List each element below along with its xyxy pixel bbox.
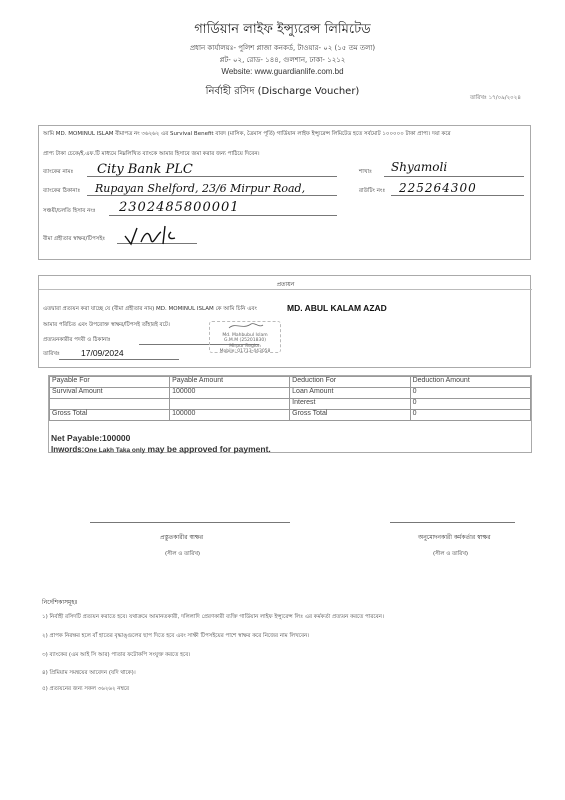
header-payable-amount: Payable Amount — [170, 377, 290, 388]
declaration-line-1: আমি MD. MOMINUL ISLAM বীমাপত্র নং ৩৬২৬২ এর Survival Benefit বাবদ (মাসিক, ত্রৈমাস পূর্তি) গার্ডিয়ান লাইফ ইন্স্যুরেন্স লিমিটেড হতে সর্বমোট ১০০০০০ টাকা প্রাপ্য। দয়া করে — [43, 131, 451, 137]
stamp-name: Md. Mahbubul Islam — [222, 332, 268, 338]
amounts-box — [48, 375, 532, 453]
table-cell: 0 — [410, 410, 530, 421]
net-payable: Net Payable:100000 — [51, 433, 131, 443]
bank-name-label: ব্যাংকের নামঃ — [43, 169, 74, 175]
signature-label: বীমা গ্রহীতার স্বাক্ষর/টিপসইঃ — [43, 236, 106, 242]
voucher-title: নির্বাহী রসিদ (Discharge Voucher) — [205, 86, 360, 97]
inwords-label: Inwords: — [51, 445, 85, 454]
branch-label: শাখাঃ — [359, 169, 372, 175]
company-name: গার্ডিয়ান লাইফ ইন্স্যুরেন্স লিমিটেড — [194, 22, 371, 37]
routing-value: 225264300 — [399, 181, 477, 195]
instruction-item: ১) নির্বাহী রসিদটি প্রত্যয়ন করাতে হবে। যথাক্রমে আমানতকারী, দলিলাদি প্রেরণকারী ব্যক্তি গার্ডিয়ান লাইফ ইন্স্যুরেন্স লিঃ এর কর্মকর্তা প্রত্যয়ন করতে পারবেন। — [42, 614, 384, 620]
certification-line-2: আমার পরিচিত এবং উপরোক্ত স্বাক্ষর/টিপসই তাঁহারই বটে। — [43, 322, 170, 328]
table-row — [50, 388, 531, 399]
approver-signature-line — [390, 522, 515, 523]
amount-in-words — [51, 444, 271, 454]
table-row — [50, 410, 531, 421]
preparer-seal-date: (সীল ও তারিখ) — [165, 551, 201, 557]
stamp-line-3: Mirpur Region — [229, 343, 261, 349]
officer-stamp — [209, 321, 281, 353]
certification-date-value: 17/09/2024 — [81, 348, 124, 358]
amounts-header-row — [50, 377, 531, 388]
preparer-signature-label: প্রস্তুতকারীর স্বাক্ষর — [160, 534, 204, 541]
voucher-date: তারিখঃ ১৭/০৯/২০২৪ — [470, 95, 521, 101]
company-address-line-1: প্রধান কার্যালয়ঃ- পুলিশ প্লাজা কনকর্ড, টাওয়ার- ০২ (১৫ তম তলা) — [189, 44, 376, 52]
table-row — [50, 399, 531, 410]
bank-name-value: City Bank PLC — [97, 162, 193, 177]
certification-date-label: তারিখঃ — [43, 351, 60, 357]
company-website: Website: www.guardianlife.com.bd — [221, 67, 344, 76]
instruction-item: ৩) ব্যাংকের (এম আই সি আর) পাতার ফটোকপি সংযুক্ত করতে হবে। — [42, 652, 191, 658]
account-line — [109, 215, 337, 216]
branch-line — [384, 176, 524, 177]
table-cell: 100000 — [170, 410, 290, 421]
bank-address-value: Rupayan Shelford, 23/6 Mirpur Road, — [95, 182, 306, 195]
table-cell: Loan Amount — [290, 388, 410, 399]
certification-date-line — [59, 359, 179, 360]
approval-note: may be approved for payment. — [147, 444, 271, 454]
preparer-signature-line — [90, 522, 290, 523]
declaration-line-2: প্রাপ্য টাকা চেকে/ই.এফ.টি মাধ্যমে নিম্নলিখিত ব্যাংকে আমার হিসাবে জমা করার জন্য পাঠিয়ে দিবেন। — [43, 151, 260, 157]
table-cell — [170, 399, 290, 410]
approver-signature-label: অনুমোদনকারী কর্মকর্তার স্বাক্ষর — [418, 534, 491, 541]
verifier-name: MD. ABUL KALAM AZAD — [287, 303, 387, 313]
table-cell: 100000 — [170, 388, 290, 399]
company-address-line-2: প্লট- ০২, রোড- ১৪৪, গুলশান, ঢাকা- ১২১২ — [219, 56, 346, 64]
amounts-table — [49, 376, 531, 421]
approver-seal-date: (সীল ও তারিখ) — [433, 551, 469, 557]
table-cell: Gross Total — [50, 410, 170, 421]
table-cell: Survival Amount — [50, 388, 170, 399]
certification-line-1: এতদ্বারা প্রত্যয়ন করা যাচ্ছে যে (বীমা গ্রহীতার নাম) MD. MOMINUL ISLAM কে আমি চিনি এবং — [43, 306, 257, 312]
table-cell — [50, 399, 170, 410]
instructions-title: নির্দেশিকাসমূহঃ — [42, 599, 78, 606]
table-cell: Interest — [290, 399, 410, 410]
certification-box — [38, 275, 531, 368]
header-deduction-for: Deduction For — [290, 377, 410, 388]
table-cell: 0 — [410, 388, 530, 399]
verifier-designation-label: প্রত্যয়নকারীর পদবী ও ঠিকানাঃ — [43, 337, 111, 343]
certification-heading: প্রত্যয়ন — [276, 281, 295, 288]
customer-signature — [121, 222, 181, 250]
instruction-item: ৫) প্রত্যয়নের জন্য সকল ৩৬২৬২ নম্বরে — [42, 686, 130, 692]
account-label: সঞ্চয়ী/চলতি হিসাব নংঃ — [43, 208, 96, 214]
header-deduction-amount: Deduction Amount — [410, 377, 530, 388]
bank-address-label: ব্যাংকের ঠিকানাঃ — [43, 188, 81, 194]
table-cell: 0 — [410, 399, 530, 410]
routing-label: রাউটিং নংঃ — [359, 188, 386, 194]
instruction-item: ৪) প্রিমিয়াম সমন্বয়ের আবেদন (যদি থাকে)। — [42, 670, 136, 676]
certification-divider — [39, 289, 532, 290]
instruction-item: ২) প্রাপক নিরক্ষর হলে বাঁ হাতের বৃদ্ধাঙ্গুলের ছাপ দিতে হবে এবং সাক্ষী টিপসইয়ের পাশে স্বাক্ষর করে নিজের নাম লিখবেন। — [42, 633, 310, 639]
header-payable-for: Payable For — [50, 377, 170, 388]
stamp-line-4: Mobile: 01713-443058 — [219, 349, 271, 354]
inwords-value: One Lakh Taka only — [84, 447, 146, 454]
table-cell: Gross Total — [290, 410, 410, 421]
stamp-line-2: G.M.M (25201830) — [224, 338, 266, 343]
bank-details-box — [38, 125, 531, 260]
branch-value: Shyamoli — [391, 160, 448, 174]
routing-line — [391, 195, 524, 196]
bank-address-line — [87, 195, 337, 196]
stamp-signature — [225, 322, 265, 330]
account-value: 2302485800001 — [119, 200, 240, 215]
